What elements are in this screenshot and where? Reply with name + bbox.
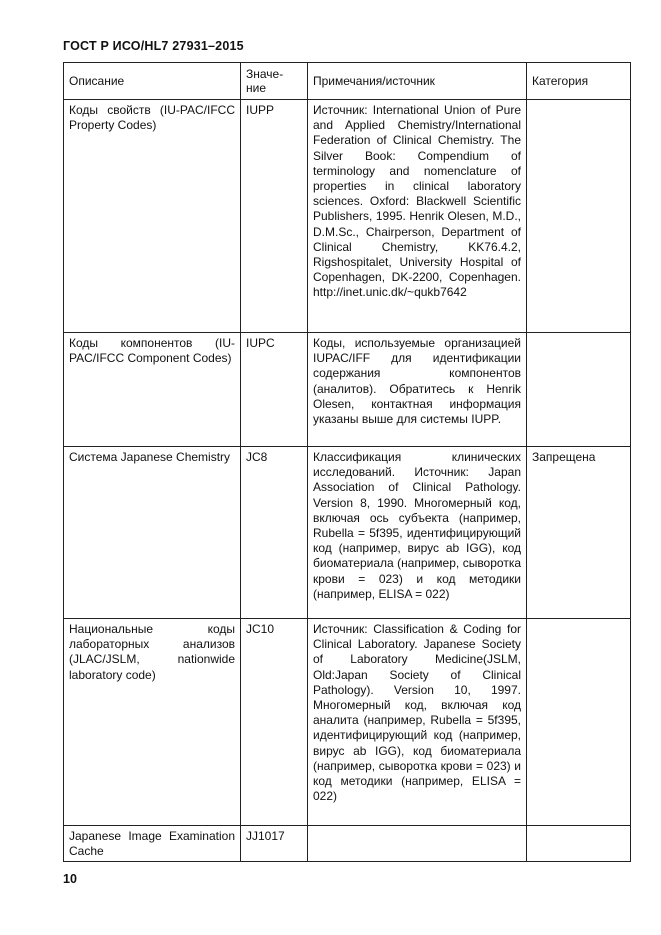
cell-text: JC10 [246, 622, 275, 636]
page-number: 10 [63, 872, 77, 886]
cell-note [308, 333, 527, 447]
cell-description [64, 826, 241, 862]
document-code-header: ГОСТ Р ИСО/HL7 27931–2015 [63, 39, 244, 53]
cell-category [527, 333, 631, 447]
cell-text [532, 100, 625, 105]
cell-note [308, 826, 527, 862]
column-header-note: Примечания/источник [308, 63, 527, 100]
cell-text: Источник: International Union of Pure and Applied Chemistry/International Federation of Clinical Chemistry. The Silver Book: Compendium of terminology and nomenclature of properties in clinical laboratory sciences. Oxford: Blackwell Scientific Publishers, 1995. Henrik Olesen, M.D., D.M.Sc., Chairperson, Department of Clinical Chemistry, KK76.4.2, Rigshospitalet, University Hospital of Copenhagen, DK-2200, Copenhagen. http://inet.unic.dk/~qukb7642 [313, 103, 521, 300]
cell-text [532, 826, 625, 831]
table-header-row [64, 63, 631, 100]
cell-text [532, 619, 625, 624]
cell-category [527, 826, 631, 862]
cell-description [64, 333, 241, 447]
cell-text: Система Japanese Chemistry [69, 450, 231, 464]
cell-text: IUPP [246, 103, 275, 117]
cell-text [532, 333, 625, 338]
cell-text: Коды свойств (IU-PAC/IFCC Property Codes) [69, 103, 235, 133]
cell-text: Источник: Classification & Coding for Clinical Laboratory. Japanese Society of Laboratory Medicine(JSLM, Old:Japan Society of Clinical Pathology). Version 10, 1997. Многомерный код, включая код аналита (например, Rubella = 5f395, идентифицирующий код (например, вирус ab IGG), код биоматериала (например, сыворотка крови = 023) и код методики (например, ELISA = 022) [313, 622, 521, 804]
cell-note [308, 447, 527, 619]
cell-text: Национальные коды лабораторных анализов (JLAC/JSLM, nationwide laboratory code) [69, 622, 235, 682]
cell-text: JJ1017 [246, 829, 285, 843]
table-row [64, 447, 631, 619]
table-row [64, 826, 631, 862]
table-row [64, 100, 631, 333]
cell-text: Коды компонентов (IU-PAC/IFCC Component Codes) [69, 336, 235, 366]
column-header-category: Категория [527, 63, 631, 100]
code-systems-table [63, 62, 631, 862]
cell-category [527, 100, 631, 333]
cell-text: Japanese Image Examination Cache [69, 829, 235, 859]
cell-value [241, 100, 308, 333]
cell-value [241, 826, 308, 862]
cell-text: Коды, используемые организацией IUPAC/IFF для идентификации содержания компонентов (аналитов). Обратитесь к Henrik Olesen, контактная информация указаны выше для системы IUPP. [313, 336, 521, 427]
cell-value [241, 619, 308, 826]
cell-description [64, 619, 241, 826]
cell-category [527, 447, 631, 619]
cell-value [241, 333, 308, 447]
cell-text: IUPC [246, 336, 275, 350]
column-header-description: Описание [64, 63, 241, 100]
cell-text [313, 826, 521, 831]
cell-text: Запрещена [532, 450, 596, 464]
cell-text: JC8 [246, 450, 268, 464]
cell-category [527, 619, 631, 826]
cell-note [308, 100, 527, 333]
column-header-value: Значе- ние [241, 63, 308, 100]
cell-note [308, 619, 527, 826]
table-row [64, 619, 631, 826]
cell-text: Классификация клинических исследований. Источник: Japan Association of Clinical Pathology. Version 8, 1990. Многомерный код, включая ось субъекта (например, Rubella = 5f395, идентифицирующий код (например, вирус ab IGG), код биоматериала (например, сыворотка крови = 023) и код методики (например, ELISA = 022) [313, 450, 521, 601]
table-row [64, 333, 631, 447]
cell-value [241, 447, 308, 619]
cell-description [64, 447, 241, 619]
cell-description [64, 100, 241, 333]
